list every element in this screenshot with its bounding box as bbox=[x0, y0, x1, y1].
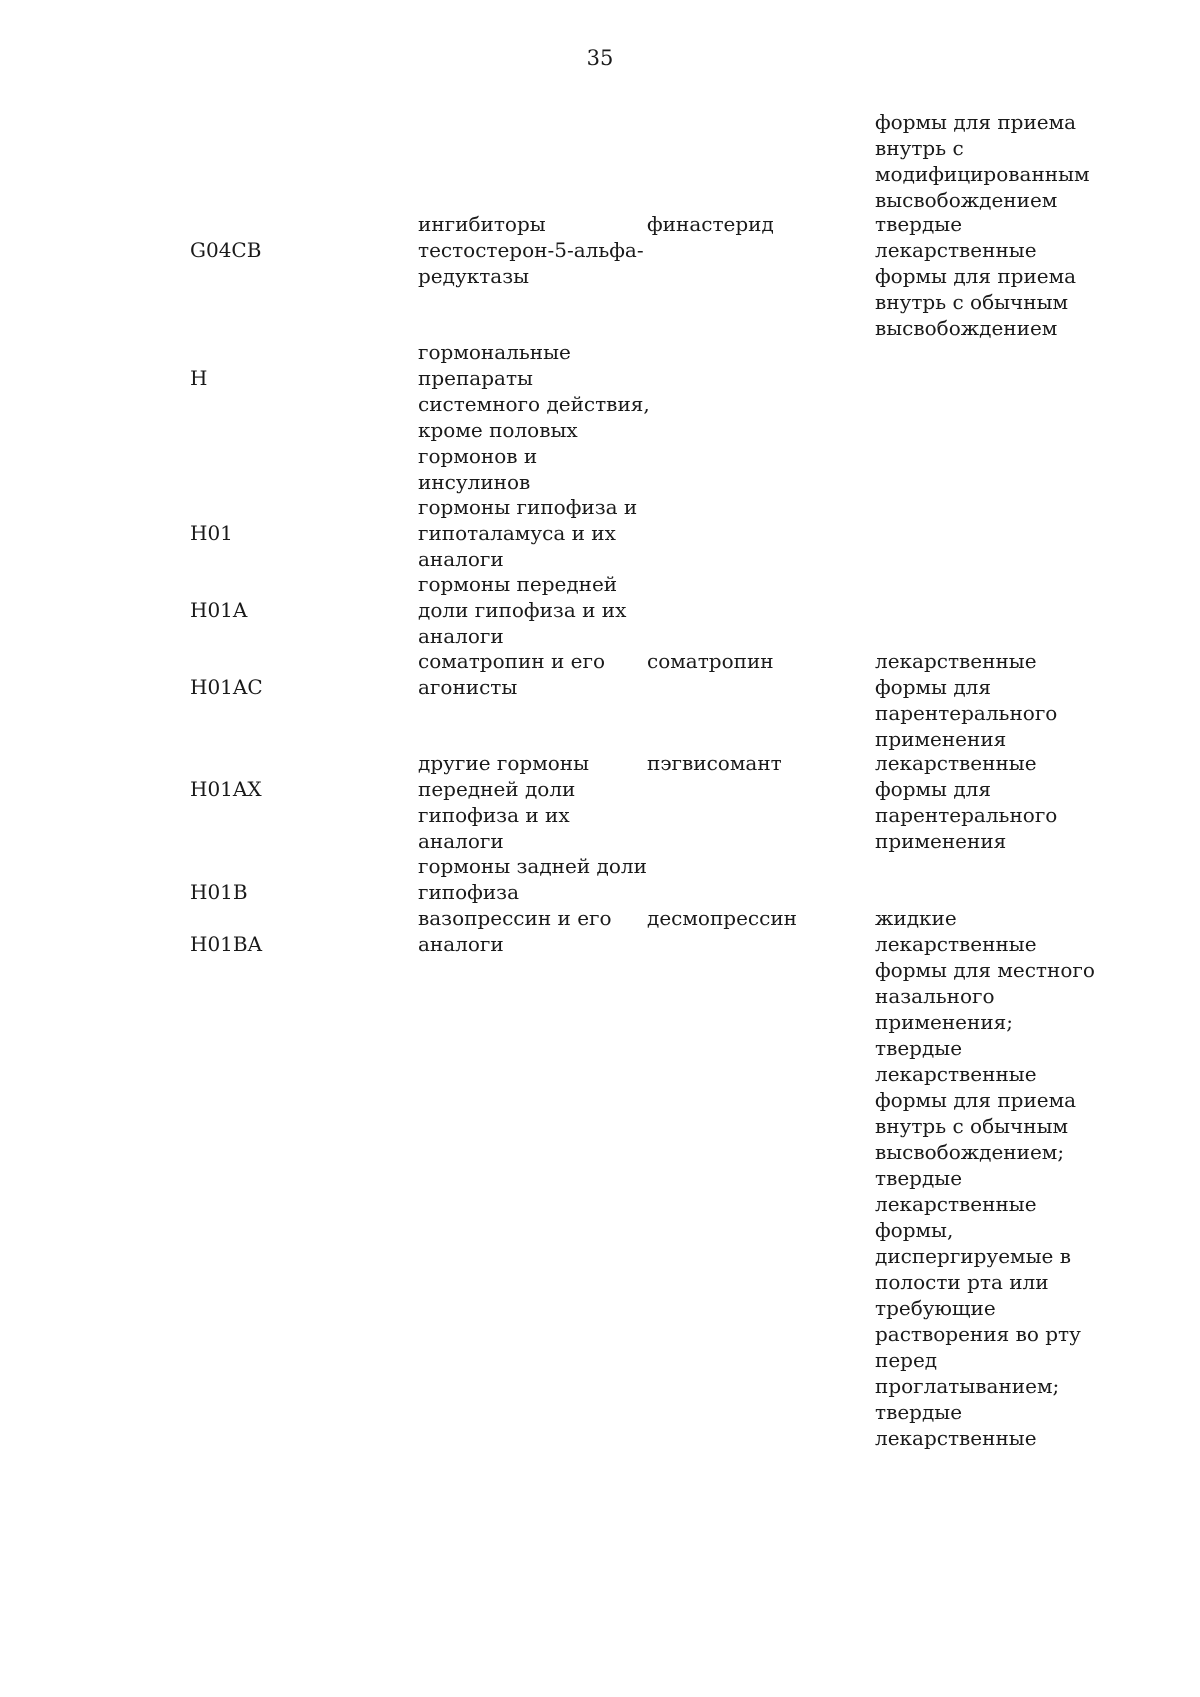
atc-code: H01 bbox=[190, 521, 233, 545]
dosage-form-line: формы для bbox=[875, 675, 991, 699]
atc-code: G04CB bbox=[190, 238, 262, 262]
dosage-form-line: высвобождением bbox=[875, 316, 1058, 340]
group-name-line: гормоны задней доли bbox=[418, 854, 647, 878]
group-name-line: системного действия, bbox=[418, 392, 650, 416]
dosage-form-line: внутрь с bbox=[875, 136, 964, 160]
group-name-line: ингибиторы bbox=[418, 212, 546, 236]
drug-name-line: финастерид bbox=[647, 212, 774, 236]
group-name-line: инсулинов bbox=[418, 470, 531, 494]
group-name-line: редуктазы bbox=[418, 264, 530, 288]
group-name-line: аналоги bbox=[418, 624, 504, 648]
dosage-form-line: проглатыванием; bbox=[875, 1374, 1060, 1398]
dosage-form-line: жидкие bbox=[875, 906, 957, 930]
group-name-line: другие гормоны bbox=[418, 751, 590, 775]
atc-code: H01AX bbox=[190, 777, 262, 801]
group-name-line: препараты bbox=[418, 366, 533, 390]
group-name-line: аналоги bbox=[418, 932, 504, 956]
atc-code: H01AC bbox=[190, 675, 263, 699]
dosage-form-line: лекарственные bbox=[875, 1192, 1037, 1216]
group-name-line: аналоги bbox=[418, 829, 504, 853]
dosage-form-line: перед bbox=[875, 1348, 938, 1372]
group-name-line: тестостерон-5-альфа- bbox=[418, 238, 644, 262]
dosage-form-line: твердые bbox=[875, 212, 963, 236]
dosage-form-line: диспергируемые в bbox=[875, 1244, 1071, 1268]
group-name-line: вазопрессин и его bbox=[418, 906, 612, 930]
drug-name-line: десмопрессин bbox=[647, 906, 797, 930]
dosage-form-line: формы для приема bbox=[875, 110, 1077, 134]
dosage-form-line: требующие bbox=[875, 1296, 996, 1320]
drug-name-line: соматропин bbox=[647, 649, 774, 673]
group-name-line: гормоны гипофиза и bbox=[418, 495, 638, 519]
atc-code: H01B bbox=[190, 880, 248, 904]
dosage-form-line: применения; bbox=[875, 1010, 1014, 1034]
atc-code: H01BA bbox=[190, 932, 263, 956]
dosage-form-line: формы для местного bbox=[875, 958, 1095, 982]
dosage-form-line: лекарственные bbox=[875, 1426, 1037, 1450]
group-name-line: гормональные bbox=[418, 340, 571, 364]
dosage-form-line: применения bbox=[875, 829, 1007, 853]
group-name-line: соматропин и его bbox=[418, 649, 606, 673]
dosage-form-line: высвобождением bbox=[875, 188, 1058, 212]
group-name-line: гормонов и bbox=[418, 444, 538, 468]
group-name-line: гипоталамуса и их bbox=[418, 521, 616, 545]
group-name-line: агонисты bbox=[418, 675, 518, 699]
dosage-form-line: лекарственные bbox=[875, 1062, 1037, 1086]
drug-name-line: пэгвисомант bbox=[647, 751, 782, 775]
group-name-line: доли гипофиза и их bbox=[418, 598, 627, 622]
dosage-form-line: парентерального bbox=[875, 701, 1058, 725]
dosage-form-line: назального bbox=[875, 984, 995, 1008]
dosage-form-line: парентерального bbox=[875, 803, 1058, 827]
group-name-line: кроме половых bbox=[418, 418, 578, 442]
dosage-form-line: твердые bbox=[875, 1036, 963, 1060]
dosage-form-line: полости рта или bbox=[875, 1270, 1049, 1294]
dosage-form-line: твердые bbox=[875, 1400, 963, 1424]
dosage-form-line: формы для bbox=[875, 777, 991, 801]
dosage-form-line: применения bbox=[875, 727, 1007, 751]
dosage-form-line: растворения во рту bbox=[875, 1322, 1081, 1346]
group-name-line: гипофиза и их bbox=[418, 803, 570, 827]
dosage-form-line: твердые bbox=[875, 1166, 963, 1190]
dosage-form-line: формы для приема bbox=[875, 1088, 1077, 1112]
atc-code: H01A bbox=[190, 598, 248, 622]
group-name-line: гормоны передней bbox=[418, 572, 618, 596]
dosage-form-line: внутрь с обычным bbox=[875, 1114, 1069, 1138]
page-number: 35 bbox=[586, 46, 614, 70]
dosage-form-line: внутрь с обычным bbox=[875, 290, 1069, 314]
group-name-line: аналоги bbox=[418, 547, 504, 571]
dosage-form-line: высвобождением; bbox=[875, 1140, 1065, 1164]
dosage-form-line: формы для приема bbox=[875, 264, 1077, 288]
atc-code: H bbox=[190, 366, 208, 390]
dosage-form-line: формы, bbox=[875, 1218, 954, 1242]
dosage-form-line: лекарственные bbox=[875, 932, 1037, 956]
dosage-form-line: лекарственные bbox=[875, 751, 1037, 775]
group-name-line: гипофиза bbox=[418, 880, 519, 904]
group-name-line: передней доли bbox=[418, 777, 576, 801]
dosage-form-line: лекарственные bbox=[875, 649, 1037, 673]
dosage-form-line: лекарственные bbox=[875, 238, 1037, 262]
dosage-form-line: модифицированным bbox=[875, 162, 1090, 186]
